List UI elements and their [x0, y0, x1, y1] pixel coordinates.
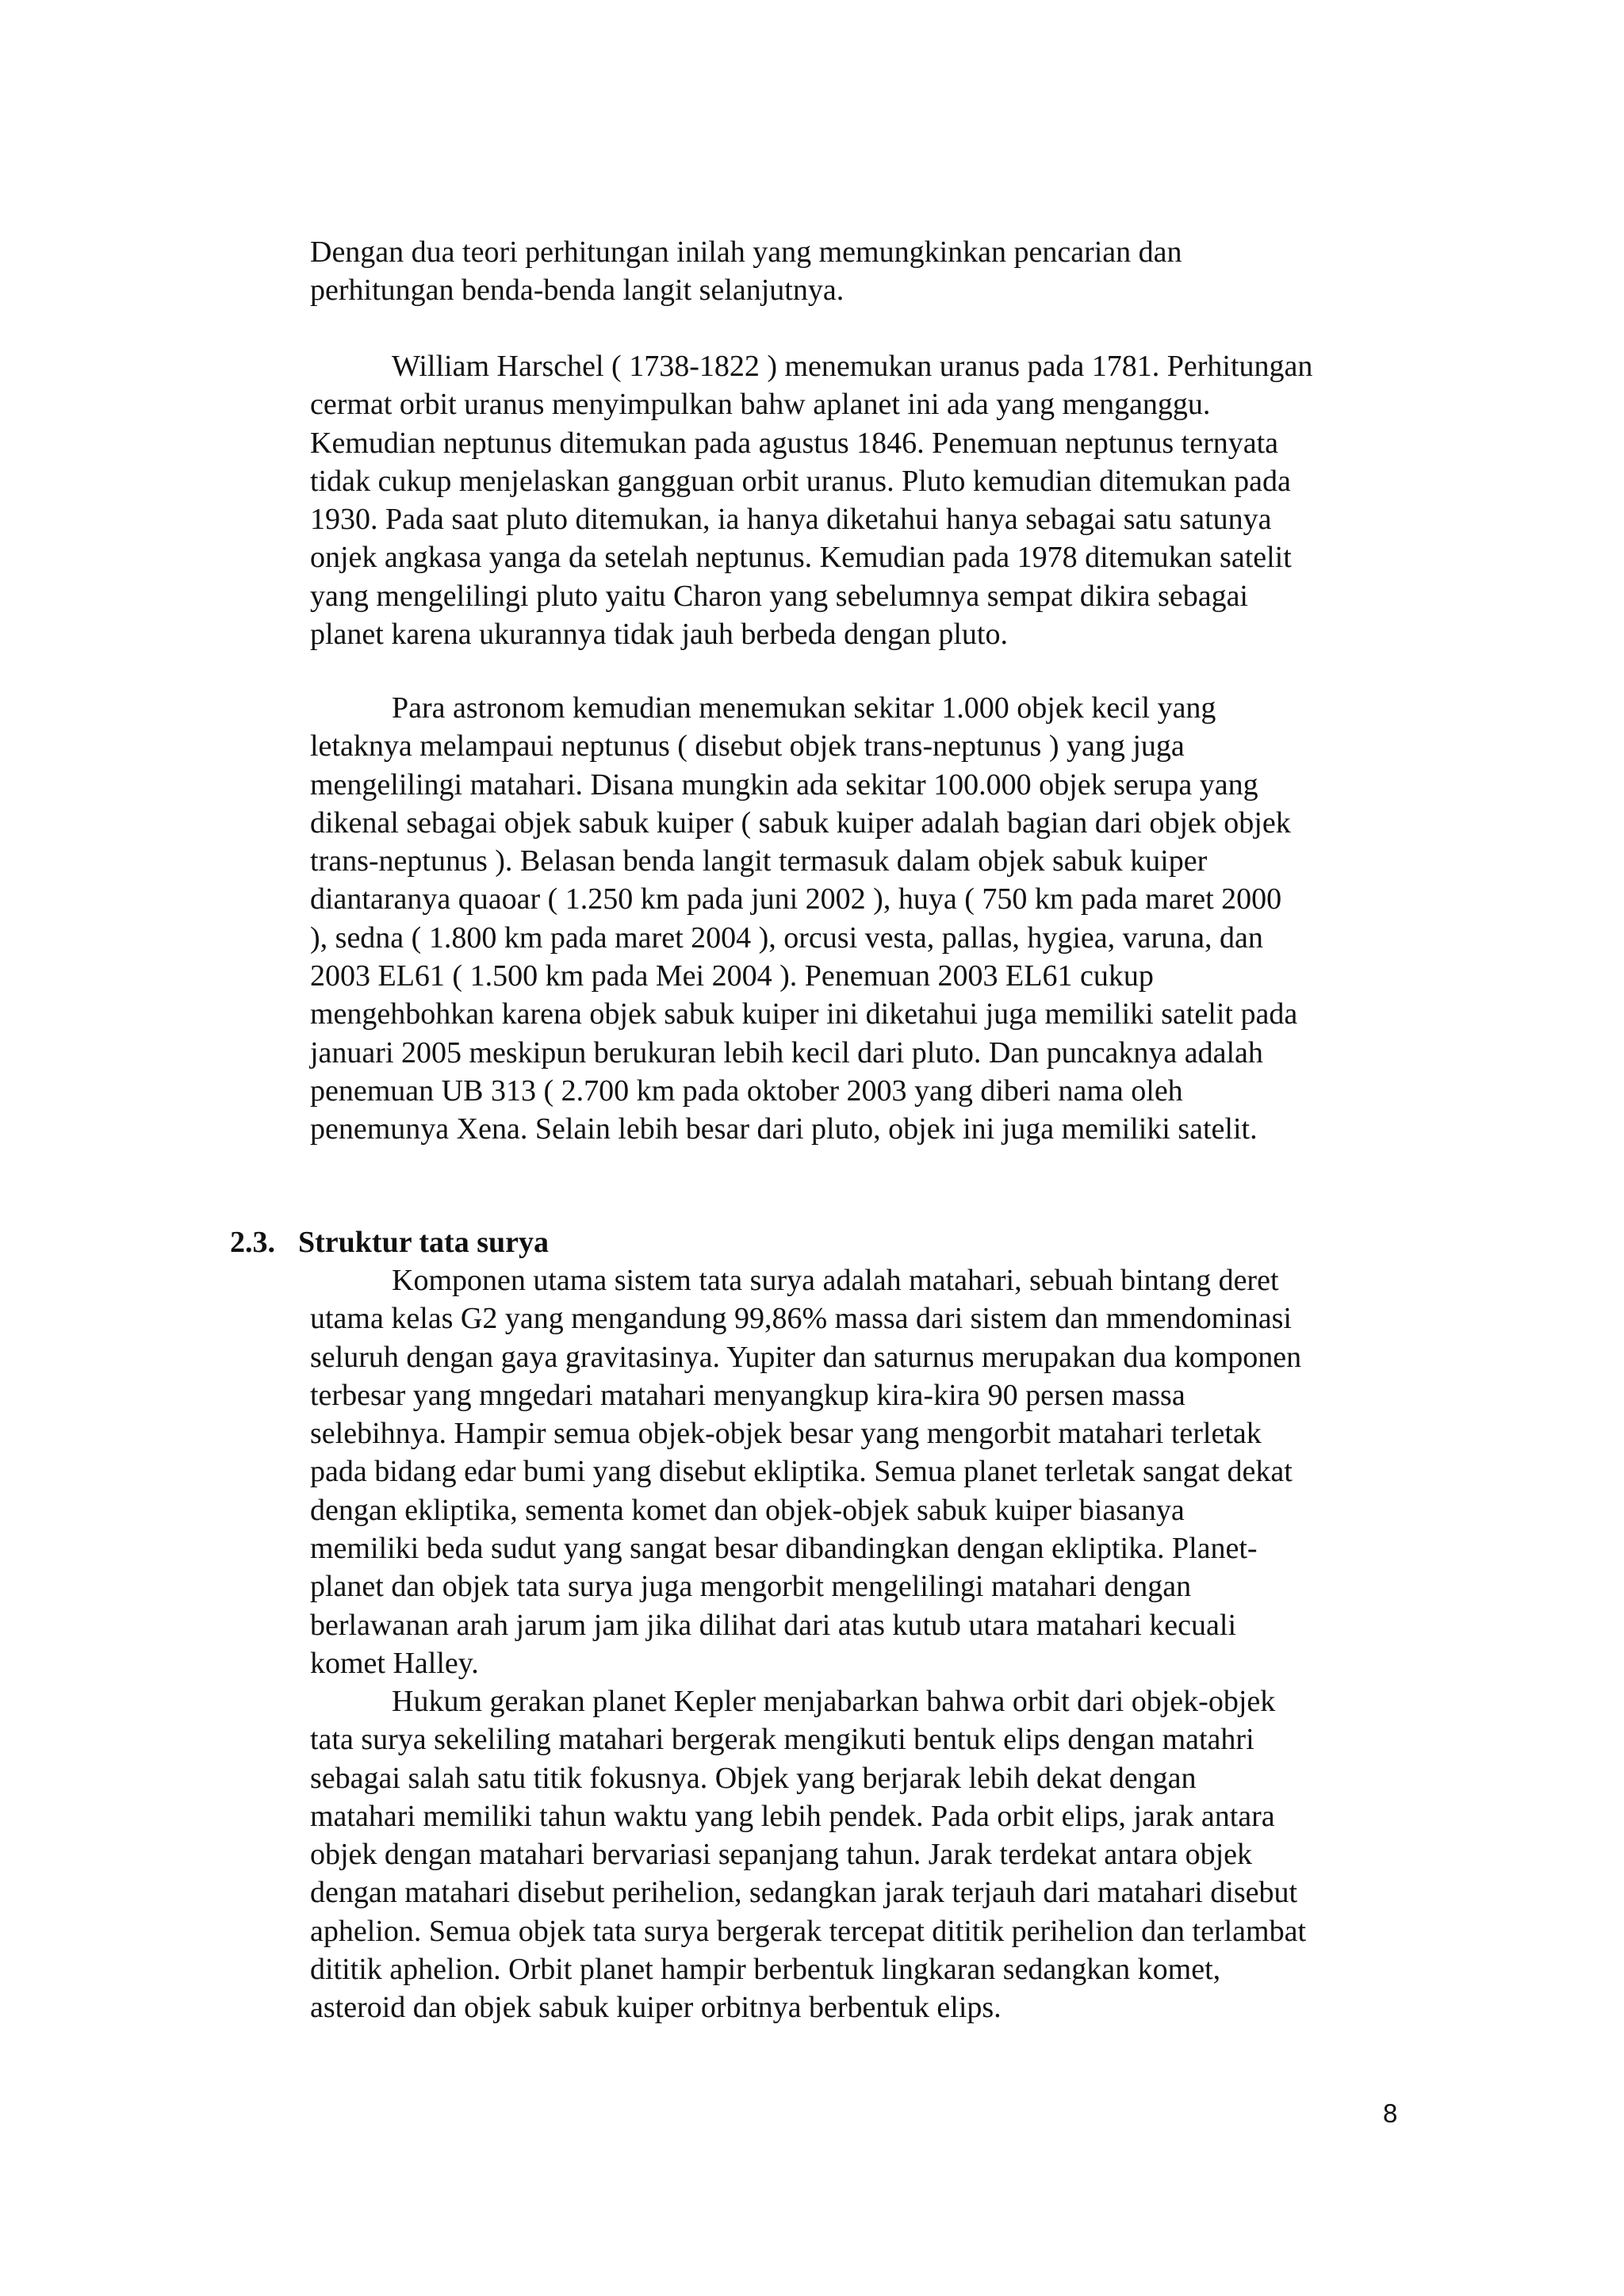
paragraph-uranus-discovery — [310, 347, 1404, 653]
text-line: dengan ekliptika, sementa komet dan objek-objek sabuk kuiper biasanya — [310, 1493, 1185, 1527]
text-line: penemunya Xena. Selain lebih besar dari pluto, objek ini juga memiliki satelit. — [310, 1112, 1258, 1146]
text-line: Dengan dua teori perhitungan inilah yang memungkinkan pencarian dan — [310, 235, 1182, 269]
section-number: 2.3. — [230, 1226, 275, 1259]
text-line: William Harschel ( 1738-1822 ) menemukan uranus pada 1781. Perhitungan — [392, 350, 1313, 383]
paragraph-solar-system-components — [310, 1261, 1404, 1682]
text-line: Para astronom kemudian menemukan sekitar 1.000 objek kecil yang — [392, 691, 1216, 725]
text-line: selebihnya. Hampir semua objek-objek besar yang mengorbit matahari terletak — [310, 1417, 1262, 1451]
text-line: perhitungan benda-benda langit selanjutnya. — [310, 274, 845, 308]
text-line: asteroid dan objek sabuk kuiper orbitnya berbentuk elips. — [310, 1991, 1002, 2025]
text-line: Kemudian neptunus ditemukan pada agustus 1846. Penemuan neptunus ternyata — [310, 426, 1279, 460]
text-line: onjek angkasa yanga da setelah neptunus. Kemudian pada 1978 ditemukan satelit — [310, 541, 1292, 575]
text-line: mengelilingi matahari. Disana mungkin ada sekitar 100.000 objek serupa yang — [310, 767, 1258, 802]
text-line: Komponen utama sistem tata surya adalah matahari, sebuah bintang deret — [392, 1264, 1279, 1297]
text-line: tidak cukup menjelaskan gangguan orbit uranus. Pluto kemudian ditemukan pada — [310, 464, 1291, 498]
paragraph-trans-neptunian — [310, 689, 1404, 1149]
section-title: Struktur tata surya — [298, 1226, 549, 1259]
text-line: planet karena ukurannya tidak jauh berbeda dengan pluto. — [310, 618, 1008, 652]
text-line: komet Halley. — [310, 1646, 479, 1680]
text-line: trans-neptunus ). Belasan benda langit termasuk dalam objek sabuk kuiper — [310, 844, 1208, 878]
text-line: memiliki beda sudut yang sangat besar dibandingkan dengan ekliptika. Planet- — [310, 1532, 1258, 1566]
text-line: yang mengelilingi pluto yaitu Charon yang sebelumnya sempat dikira sebagai — [310, 579, 1248, 613]
text-line: aphelion. Semua objek tata surya bergerak tercepat dititik perihelion dan terlambat — [310, 1914, 1307, 1948]
text-line: penemuan UB 313 ( 2.700 km pada oktober 2003 yang diberi nama oleh — [310, 1073, 1183, 1108]
text-line: seluruh dengan gaya gravitasinya. Yupiter dan saturnus merupakan dua komponen — [310, 1340, 1302, 1374]
text-line: 1930. Pada saat pluto ditemukan, ia hanya diketahui hanya sebagai satu satunya — [310, 503, 1272, 537]
text-line: januari 2005 meskipun berukuran lebih kecil dari pluto. Dan puncaknya adalah — [310, 1035, 1263, 1070]
text-line: tata surya sekeliling matahari bergerak mengikuti bentuk elips dengan matahri — [310, 1723, 1254, 1757]
text-line: sebagai salah satu titik fokusnya. Objek yang berjarak lebih dekat dengan — [310, 1761, 1197, 1795]
text-line: letaknya melampaui neptunus ( disebut objek trans-neptunus ) yang juga — [310, 729, 1185, 763]
paragraph-theory-calculation — [310, 233, 1404, 310]
page-number: 8 — [1383, 2099, 1398, 2128]
text-line: dengan matahari disebut perihelion, sedangkan jarak terjauh dari matahari disebut — [310, 1876, 1298, 1910]
paragraph-kepler-laws — [310, 1682, 1404, 2027]
text-line: dikenal sebagai objek sabuk kuiper ( sabuk kuiper adalah bagian dari objek objek — [310, 806, 1291, 840]
text-line: matahari memiliki tahun waktu yang lebih pendek. Pada orbit elips, jarak antara — [310, 1799, 1275, 1833]
section-heading — [230, 1223, 549, 1261]
text-line: pada bidang edar bumi yang disebut ekliptika. Semua planet terletak sangat dekat — [310, 1455, 1293, 1489]
text-line: terbesar yang mngedari matahari menyangkup kira-kira 90 persen massa — [310, 1378, 1185, 1412]
text-line: mengehbohkan karena objek sabuk kuiper ini diketahui juga memiliki satelit pada — [310, 997, 1298, 1031]
text-line: diantaranya quaoar ( 1.250 km pada juni 2002 ), huya ( 750 km pada maret 2000 — [310, 882, 1282, 916]
text-line: ), sedna ( 1.800 km pada maret 2004 ), orcusi vesta, pallas, hygiea, varuna, dan — [310, 920, 1263, 955]
text-line: berlawanan arah jarum jam jika dilihat dari atas kutub utara matahari kecuali — [310, 1608, 1236, 1642]
text-line: planet dan objek tata surya juga mengorbit mengelilingi matahari dengan — [310, 1570, 1192, 1604]
text-line: Hukum gerakan planet Kepler menjabarkan bahwa orbit dari objek-objek — [392, 1685, 1276, 1718]
text-line: objek dengan matahari bervariasi sepanjang tahun. Jarak terdekat antara objek — [310, 1838, 1253, 1872]
text-line: cermat orbit uranus menyimpulkan bahw aplanet ini ada yang menganggu. — [310, 388, 1211, 422]
text-line: 2003 EL61 ( 1.500 km pada Mei 2004 ). Penemuan 2003 EL61 cukup — [310, 959, 1154, 993]
text-line: utama kelas G2 yang mengandung 99,86% massa dari sistem dan mmendominasi — [310, 1302, 1292, 1336]
text-line: dititik aphelion. Orbit planet hampir berbentuk lingkaran sedangkan komet, — [310, 1953, 1221, 1987]
